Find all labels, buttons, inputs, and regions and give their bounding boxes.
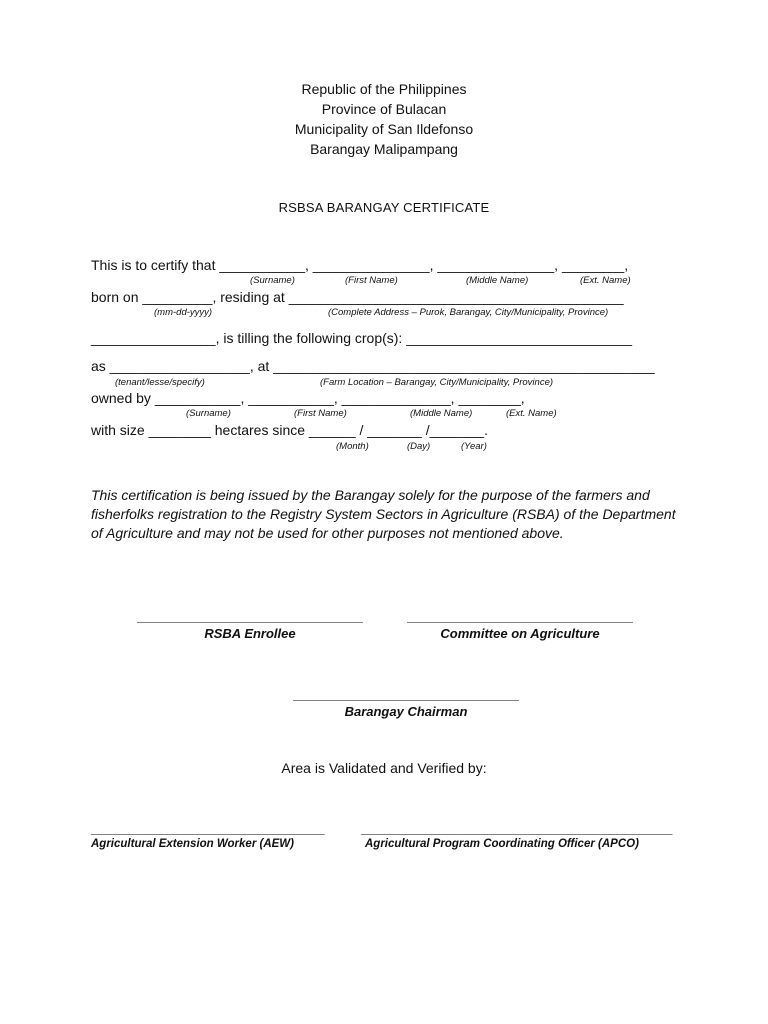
form-row-born: born on _________, residing at ___________________________________________	[91, 289, 624, 305]
label-day: (Day)	[407, 441, 431, 452]
label-date-format: (mm-dd-yyyy)	[154, 307, 213, 318]
signature-line-enrollee: _____________________________	[137, 608, 363, 624]
label-middle-name: (Middle Name)	[466, 275, 529, 286]
label-tenure: (tenant/lesse/specify)	[115, 377, 205, 388]
label-complete-address: (Complete Address – Purok, Barangay, City/Municipality, Province)	[328, 307, 609, 318]
label-farm-location: (Farm Location – Barangay, City/Municipality, Province)	[320, 377, 554, 388]
signature-line-apco: ________________________________________	[361, 820, 673, 836]
signature-label-chairman: Barangay Chairman	[344, 704, 468, 719]
label-year: (Year)	[461, 441, 487, 452]
label-owner-middle-name: (Middle Name)	[410, 408, 473, 419]
label-month: (Month)	[336, 441, 369, 452]
label-owner-ext-name: (Ext. Name)	[506, 408, 557, 419]
certificate-title: RSBSA BARANGAY CERTIFICATE	[278, 200, 490, 215]
header-province: Province of Bulacan	[321, 101, 447, 117]
label-owner-surname: (Surname)	[186, 408, 231, 419]
header-municipality: Municipality of San Ildefonso	[294, 121, 474, 137]
label-ext-name: (Ext. Name)	[580, 275, 631, 286]
header-barangay: Barangay Malipampang	[310, 141, 458, 157]
signature-line-chairman: _____________________________	[293, 686, 519, 702]
form-row-tenure: as __________________, at _________________________________________________	[91, 358, 655, 374]
form-row-owned-by: owned by ___________, ___________, ______________, ________,	[91, 390, 525, 406]
signature-line-committee: _____________________________	[407, 608, 633, 624]
signature-label-aew: Agricultural Extension Worker (AEW)	[91, 838, 294, 850]
header-republic: Republic of the Philippines	[301, 81, 467, 97]
signature-line-aew: ______________________________	[91, 820, 325, 836]
label-surname: (Surname)	[250, 275, 295, 286]
form-row-certify: This is to certify that ___________, _______________, _______________, ________,	[91, 257, 629, 273]
signature-label-apco: Agricultural Program Coordinating Officer (APCO)	[365, 838, 639, 850]
validated-by-heading: Area is Validated and Verified by:	[281, 760, 487, 776]
form-row-size: with size ________ hectares since ______ / _______ /_______.	[91, 422, 488, 438]
certification-statement: This certification is being issued by the Barangay solely for the purpose of the farmers and fisherfolks registration to the Registry System Sectors in Agriculture (RSBA) of the Department of Agriculture and may not be used for other purposes not mentioned above.	[91, 487, 676, 541]
label-first-name: (First Name)	[345, 275, 398, 286]
signature-label-committee: Committee on Agriculture	[440, 626, 600, 641]
form-row-crops: ________________, is tilling the following crop(s): _____________________________	[91, 330, 633, 346]
label-owner-first-name: (First Name)	[294, 408, 347, 419]
signature-label-enrollee: RSBA Enrollee	[204, 626, 296, 641]
